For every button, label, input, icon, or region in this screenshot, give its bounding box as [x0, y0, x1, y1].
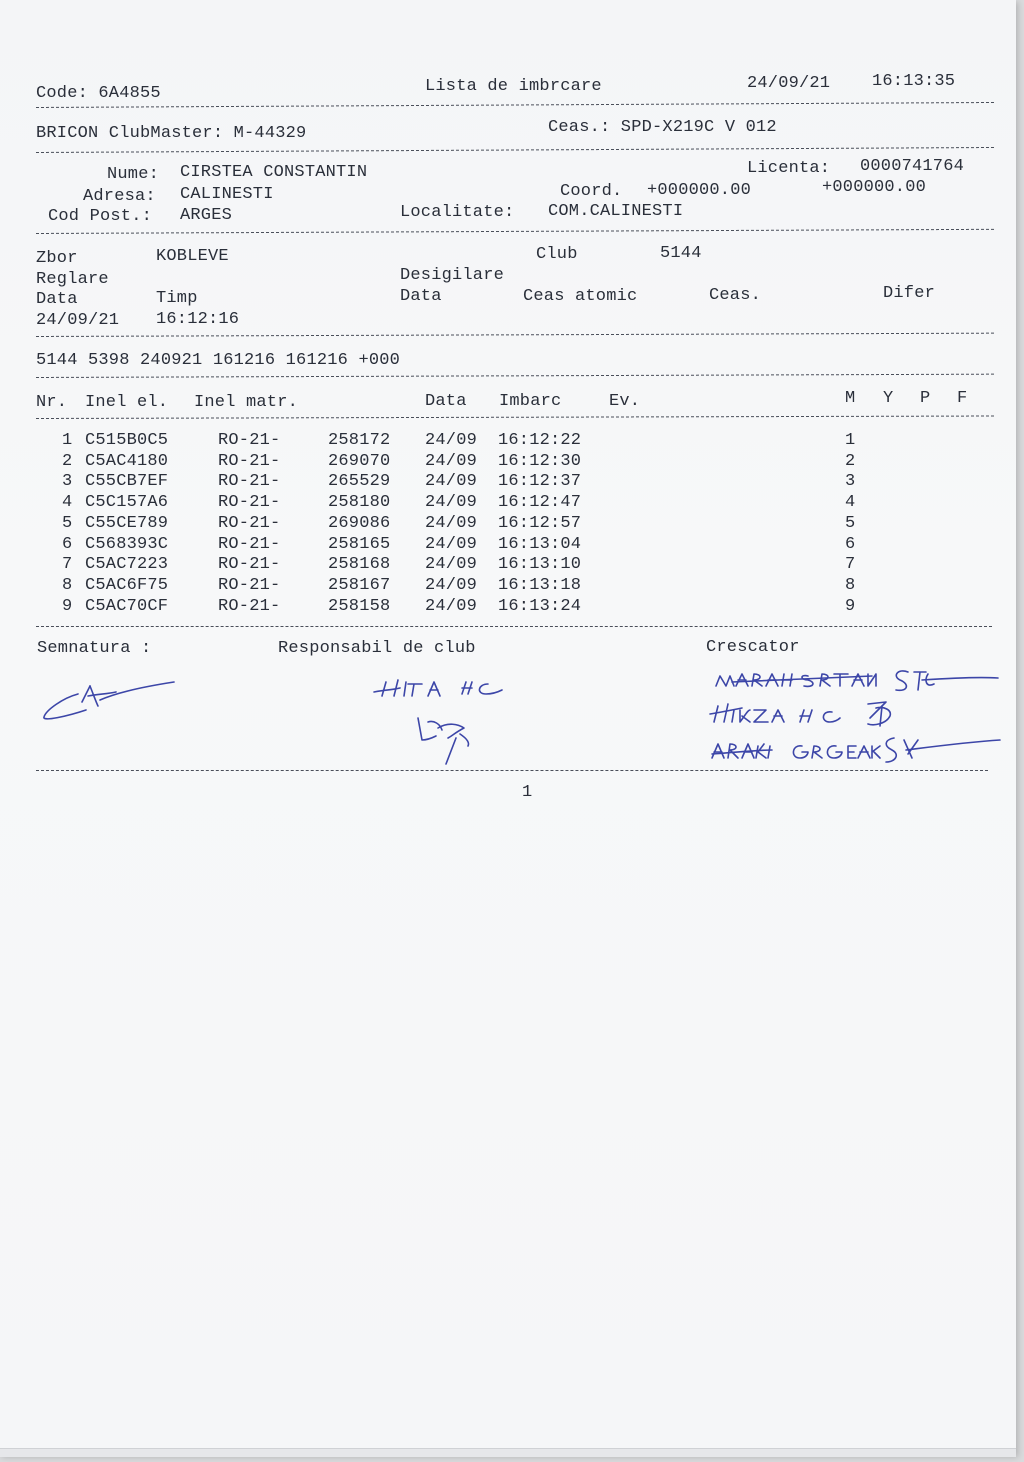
semnatura-label: Semnatura :: [37, 639, 152, 658]
summary-line: 5144 5398 240921 161216 161216 +000: [36, 351, 401, 370]
row-time: 16:13:10: [498, 555, 582, 575]
row-date: 24/09: [425, 493, 478, 513]
row-matr: 265529: [328, 472, 391, 492]
ceas-col-label: Ceas.: [709, 286, 762, 305]
signature-crescator-1: [712, 660, 1002, 698]
row-matr: 258180: [328, 493, 391, 513]
col-ev: Ev.: [609, 392, 641, 411]
signature-responsabil-2: [412, 710, 482, 768]
document-title: Lista de imbrcare: [425, 77, 602, 96]
row-nr: 3: [62, 472, 73, 492]
col-inel-matr: Inel matr.: [194, 393, 299, 412]
divider: [36, 229, 994, 234]
row-date: 24/09: [425, 596, 478, 616]
row-time: 16:12:47: [498, 493, 582, 513]
row-time: 16:13:24: [498, 596, 582, 616]
row-m: 7: [845, 555, 856, 575]
code-label: Code: 6A4855: [36, 84, 161, 103]
col-inel-el: Inel el.: [85, 393, 169, 412]
row-m: 8: [845, 575, 856, 595]
coord-label: Coord.: [560, 182, 623, 201]
reglare-label: Reglare: [36, 270, 109, 289]
row-matr: 269070: [328, 451, 391, 471]
row-inel-el: C5AC4180: [85, 451, 169, 471]
table-row: [0, 493, 1016, 514]
row-m: 4: [845, 493, 856, 513]
row-date: 24/09: [425, 472, 478, 492]
col-imbarc: Imbarc: [499, 392, 562, 411]
row-matr: 258158: [328, 596, 391, 616]
page-number: 1: [522, 783, 533, 802]
row-inel-el: C5AC7223: [85, 555, 169, 575]
row-date: 24/09: [425, 534, 478, 554]
codpost-label: Cod Post.:: [48, 207, 153, 226]
row-matr: 258165: [328, 534, 391, 554]
row-prefix: RO-21-: [218, 555, 281, 575]
nume-label: Nume:: [107, 165, 160, 184]
signature-semnatura: [38, 672, 183, 727]
row-m: 2: [845, 451, 856, 471]
row-nr: 7: [62, 555, 73, 575]
row-time: 16:12:57: [498, 513, 582, 533]
desigilare-data-label: Data: [400, 287, 442, 306]
ceas-label: Ceas.: SPD-X219C V 012: [548, 118, 777, 137]
licenta-value: 0000741764: [860, 157, 965, 176]
col-y: Y: [883, 389, 894, 408]
row-m: 6: [845, 534, 856, 554]
row-prefix: RO-21-: [218, 431, 281, 450]
col-m: M: [845, 389, 856, 408]
row-matr: 258172: [328, 431, 391, 450]
table-row: [0, 472, 1016, 493]
row-inel-el: C515B0C5: [85, 431, 169, 450]
row-prefix: RO-21-: [218, 596, 281, 616]
row-date: 24/09: [425, 555, 478, 575]
localitate-value: COM.CALINESTI: [548, 202, 684, 221]
reglare-timp: 16:12:16: [156, 310, 240, 329]
header-time: 16:13:35: [872, 72, 956, 91]
table-row: [0, 514, 1016, 535]
row-nr: 4: [62, 493, 73, 513]
table-row: [0, 535, 1016, 556]
divider: [36, 102, 994, 108]
row-time: 16:12:30: [498, 451, 582, 471]
coord-x: +000000.00: [647, 181, 752, 200]
codpost-value: ARGES: [180, 206, 233, 225]
signature-responsabil-1: [370, 672, 520, 702]
paper-edge: [0, 1448, 1016, 1457]
row-prefix: RO-21-: [218, 472, 281, 492]
row-time: 16:12:37: [498, 472, 582, 492]
crescator-label: Crescator: [706, 638, 800, 657]
club-value: 5144: [660, 244, 702, 263]
clubmaster-label: BRICON ClubMaster: M-44329: [36, 124, 307, 143]
row-nr: 2: [62, 451, 73, 471]
col-nr: Nr.: [36, 393, 68, 412]
row-prefix: RO-21-: [218, 575, 281, 595]
row-prefix: RO-21-: [218, 534, 281, 554]
owner-name: CIRSTEA CONSTANTIN: [180, 163, 368, 182]
header-date: 24/09/21: [747, 74, 831, 93]
row-inel-el: C55CE789: [85, 513, 169, 533]
table-row: [0, 431, 1016, 452]
row-date: 24/09: [425, 431, 478, 450]
row-inel-el: C5AC70CF: [85, 596, 169, 616]
timp-label: Timp: [156, 289, 198, 308]
row-date: 24/09: [425, 575, 478, 595]
row-inel-el: C568393C: [85, 534, 169, 554]
divider: [36, 333, 994, 337]
zbor-label: Zbor: [36, 249, 78, 268]
row-prefix: RO-21-: [218, 451, 281, 471]
data-label: Data: [36, 290, 78, 309]
signature-crescator-3: [708, 728, 1008, 768]
adresa-value: CALINESTI: [180, 185, 274, 204]
row-time: 16:13:04: [498, 534, 582, 554]
row-nr: 5: [62, 513, 73, 533]
col-f: F: [957, 389, 968, 408]
divider: [36, 770, 988, 771]
club-label: Club: [536, 245, 578, 264]
divider: [36, 415, 994, 419]
localitate-label: Localitate:: [400, 203, 515, 222]
row-prefix: RO-21-: [218, 513, 281, 533]
row-inel-el: C55CB7EF: [85, 472, 169, 492]
table-row: [0, 597, 1016, 618]
table-row: [0, 555, 1016, 576]
row-m: 1: [845, 431, 856, 450]
divider: [36, 626, 992, 627]
col-p: P: [920, 389, 931, 408]
difer-label: Difer: [883, 284, 936, 303]
row-matr: 258167: [328, 575, 391, 595]
row-nr: 6: [62, 534, 73, 554]
row-date: 24/09: [425, 451, 478, 471]
ceas-atomic-label: Ceas atomic: [523, 287, 638, 306]
row-m: 9: [845, 596, 856, 616]
row-nr: 9: [62, 596, 73, 616]
desigilare-label: Desigilare: [400, 266, 505, 285]
col-data: Data: [425, 392, 467, 411]
row-m: 3: [845, 472, 856, 492]
adresa-label: Adresa:: [83, 187, 156, 206]
row-m: 5: [845, 513, 856, 533]
divider: [36, 147, 994, 153]
licenta-label: Licenta:: [747, 159, 831, 178]
table-row: [0, 576, 1016, 597]
row-prefix: RO-21-: [218, 493, 281, 513]
row-nr: 8: [62, 575, 73, 595]
zbor-value: KOBLEVE: [156, 247, 229, 266]
row-date: 24/09: [425, 513, 478, 533]
row-matr: 269086: [328, 513, 391, 533]
row-inel-el: C5AC6F75: [85, 575, 169, 595]
row-matr: 258168: [328, 555, 391, 575]
row-time: 16:12:22: [498, 431, 582, 450]
table-row: [0, 452, 1016, 473]
reglare-data: 24/09/21: [36, 311, 120, 330]
signature-crescator-2: [706, 694, 916, 730]
row-inel-el: C5C157A6: [85, 493, 169, 513]
responsabil-label: Responsabil de club: [278, 639, 476, 658]
row-time: 16:13:18: [498, 575, 582, 595]
row-nr: 1: [62, 431, 73, 450]
divider: [36, 374, 994, 378]
coord-y: +000000.00: [822, 178, 927, 197]
